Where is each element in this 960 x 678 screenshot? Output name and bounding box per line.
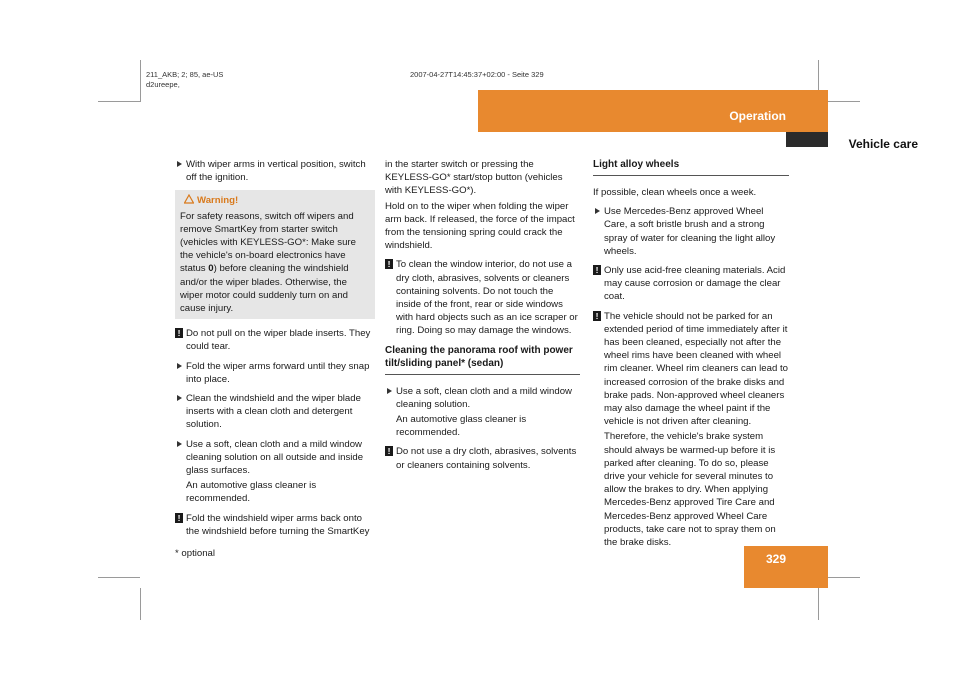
warning-text-part2: ) before cleaning the windshield and/or the wiper blades. Otherwise, the wiper motor could suddenly turn on and cause injury.: [180, 263, 349, 315]
instruction-extra: An automotive glass cleaner is recommended.: [396, 414, 527, 439]
section-heading: Light alloy wheels: [593, 158, 789, 176]
crop-mark: [140, 60, 141, 102]
warning-box: [175, 190, 375, 319]
warning-triangle-icon: [184, 194, 194, 204]
instruction-extra: An automotive glass cleaner is recommended.: [186, 480, 317, 505]
note-item: [593, 310, 789, 429]
exclamation-icon: !: [593, 265, 601, 275]
page-number-box: [744, 546, 828, 588]
note-text: Do not use a dry cloth, abrasives, solvents or cleaners containing solvents.: [396, 446, 577, 471]
note-item: [385, 258, 580, 337]
note-extra: Therefore, the vehicle's brake system should always be warmed-up before it is parked after cleaning. To do so, please drive your vehicle for several minutes to allow the brakes to dry. When applying Mercedes-Benz approved Tire Care and Mercedes-Benz approved Wheel Care products, take care not to spray them on the brake disks.: [604, 431, 776, 549]
note-item: [385, 445, 580, 471]
warning-title: Warning!: [197, 195, 239, 207]
section-heading: Cleaning the panorama roof with power tilt/sliding panel* (sedan): [385, 344, 580, 375]
warning-text: [180, 210, 370, 316]
instruction-step: Use a soft, clean cloth and a mild window cleaning solution.: [385, 385, 580, 411]
instruction-step: With wiper arms in vertical position, switch off the ignition.: [175, 158, 375, 184]
footnote: * optional: [175, 548, 216, 559]
exclamation-icon: !: [593, 311, 601, 321]
meta-file-line1: 211_AKB; 2; 85, ae-US: [146, 70, 224, 79]
instruction-text: Use a soft, clean cloth and a mild window cleaning solution on all outside and inside glass surfaces.: [186, 438, 364, 477]
continued-text: in the starter switch or pressing the KEYLESS-GO* start/stop button (vehicles with KEYLESS-GO*).: [385, 159, 563, 197]
column-3: [593, 158, 789, 555]
instruction-step: Fold the wiper arms forward until they snap into place.: [175, 360, 375, 386]
section-header: [478, 90, 828, 132]
crop-mark: [98, 577, 140, 578]
note-item: [593, 264, 789, 304]
instruction-step: [175, 438, 375, 478]
meta-file-line2: d2ureepe,: [146, 80, 180, 89]
note-text: Only use acid-free cleaning materials. Acid may cause corrosion or damage the clear coat.: [604, 265, 786, 303]
instruction-step: Use Mercedes-Benz approved Wheel Care, a soft bristle brush and a strong spray of water for cleaning the light alloy wheels.: [593, 205, 789, 258]
note-item: [175, 512, 375, 538]
paragraph: Hold on to the wiper when folding the wiper arm back. If released, the force of the impact from the tensioning spring could crack the windshield.: [385, 200, 575, 252]
note-text: The vehicle should not be parked for an extended period of time immediately after it has been cleaned, especially not after the wheel rims have been cleaned with wheel rim cleaner. Wheel rim cleaners can lead to increased corrosion of the brake disks and brake pads. Non-approved wheel cleaners may also damage the wheel paint if the vehicle is not driven after cleaning.: [604, 310, 788, 428]
exclamation-icon: !: [385, 259, 393, 269]
section-title: Operation: [729, 109, 786, 123]
column-1: [175, 158, 375, 544]
note-text: To clean the window interior, do not use a dry cloth, abrasives, solvents or cleaners containing solvents. Do not touch the inside of the front, rear or side windows with hard objects such as an ice scraper or ring. Doing so may damage the windows.: [396, 259, 578, 337]
status-value: 0: [208, 263, 214, 275]
warning-title-row: [180, 194, 370, 207]
column-2: [385, 158, 580, 478]
page-number: 329: [765, 552, 786, 566]
exclamation-icon: !: [175, 513, 183, 523]
meta-timestamp: 2007-04-27T14:45:37+02:00 - Seite 329: [410, 70, 544, 79]
exclamation-icon: !: [175, 328, 183, 338]
paragraph: If possible, clean wheels once a week.: [593, 187, 757, 198]
crop-mark: [818, 588, 819, 620]
print-meta: [146, 70, 223, 90]
crop-mark: [98, 101, 140, 102]
crop-mark: [140, 588, 141, 620]
header-marker: [786, 132, 828, 147]
instruction-step: Clean the windshield and the wiper blade inserts with a clean cloth and detergent solution.: [175, 392, 375, 432]
warning-text-part1: For safety reasons, switch off wipers and remove SmartKey from starter switch (vehicles with KEYLESS-GO*: Make sure the vehicle's on-board electronics have status: [180, 210, 356, 275]
note-text: Fold the windshield wiper arms back onto the windshield before turning the SmartKey: [186, 512, 370, 537]
exclamation-icon: !: [385, 446, 393, 456]
subsection-title: Vehicle care: [848, 137, 918, 151]
note-item: [175, 327, 375, 353]
note-text: Do not pull on the wiper blade inserts. They could tear.: [186, 328, 371, 353]
